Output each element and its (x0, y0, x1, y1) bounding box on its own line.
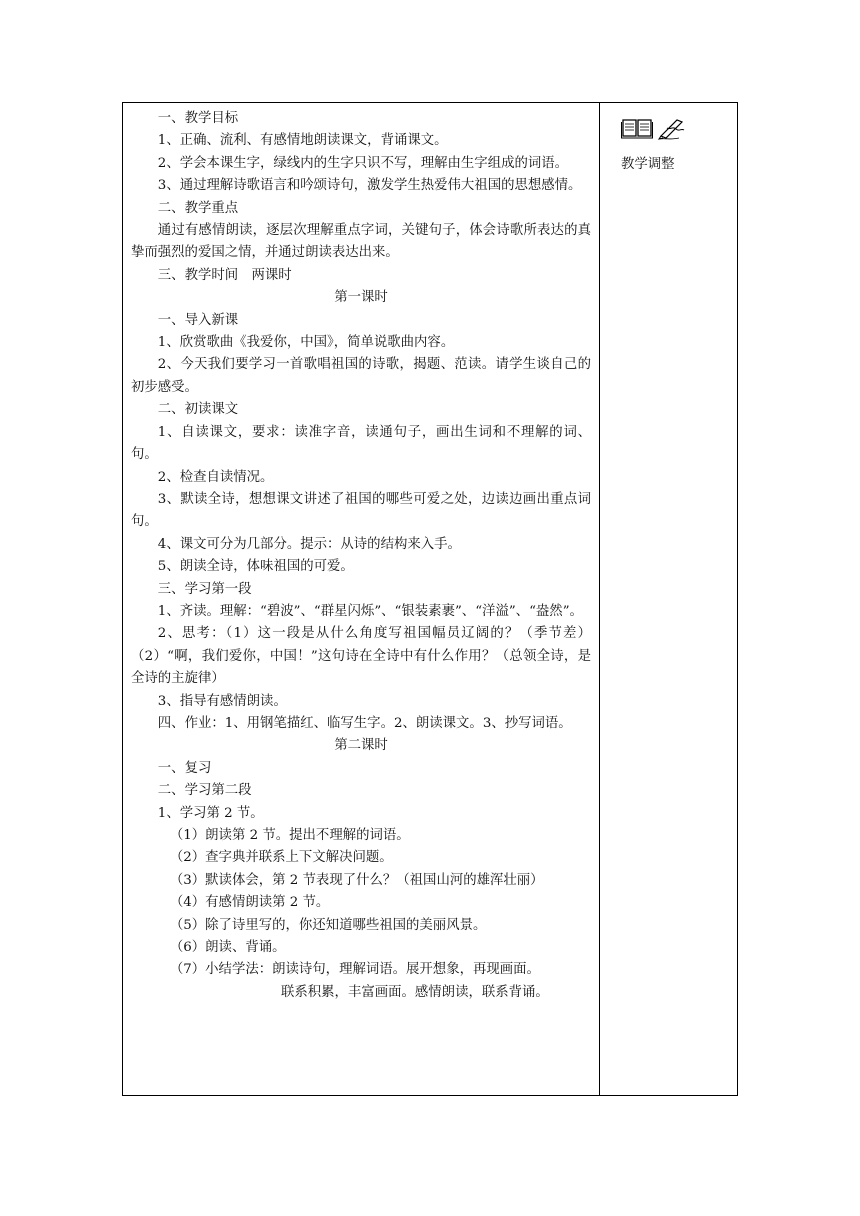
goal-item: 2、学会本课生字，绿线内的生字只识不写，理解由生字组成的词语。 (157, 155, 569, 171)
goal-item: 3、通过理解诗歌语言和吟颂诗句，激发学生热爱伟大祖国的思想感情。 (157, 178, 582, 194)
icon-group (621, 116, 687, 144)
section-heading: 一、导入新课 (157, 312, 239, 328)
focus-text: 通过有感情朗读，逐层次理解重点字词，关键句子，体会诗歌所表达的真挚而强烈的爱国之情，并通过朗读表达出来。 (131, 223, 591, 261)
lesson-content (131, 108, 591, 1004)
sub-step-item: （4）有感情朗读第 2 节。 (169, 895, 330, 911)
lesson-plan-table (122, 102, 738, 1096)
sub-step-item: （6）朗读、背诵。 (169, 940, 286, 956)
step-item: 1、自读课文，要求：读准字音，读通句子，画出生词和不理解的词、句。 (131, 424, 591, 463)
step-item: 4、课文可分为几部分。提示：从诗的结构来入手。 (157, 536, 461, 552)
teaching-adjustment-label: 教学调整 (621, 157, 675, 172)
step-item: 2、检查自读情况。 (157, 469, 274, 485)
step-item: 3、默读全诗，想想课文讲述了祖国的哪些可爱之处，边读边画出重点词句。 (131, 491, 591, 530)
sub-step-item: （2）查字典并联系上下文解决问题。 (169, 850, 393, 866)
column-divider (599, 103, 600, 1095)
open-book-icon (621, 117, 653, 143)
heading-teaching-time: 三、教学时间 两课时 (157, 267, 292, 283)
section-heading: 二、初读课文 (157, 402, 239, 418)
sub-step-item: 联系积累，丰富画面。感情朗读，联系背诵。 (281, 984, 549, 1000)
section-heading: 二、学习第二段 (157, 783, 252, 799)
step-item: 3、指导有感情朗读。 (157, 693, 287, 709)
period-title: 第二课时 (334, 738, 388, 754)
step-item: 5、朗读全诗，体味祖国的可爱。 (157, 559, 354, 575)
goal-item: 1、正确、流利、有感情地朗读课文，背诵课文。 (157, 133, 448, 149)
sub-step-item: （3）默读体会，第 2 节表现了什么？（祖国山河的雄浑壮丽） (169, 872, 544, 888)
step-item: 1、齐读。理解：“碧波”、“群星闪烁”、“银装素裹”、“洋溢”、“盎然”。 (157, 603, 583, 619)
section-heading: 三、学习第一段 (157, 581, 252, 597)
sub-step-item: （1）朗读第 2 节。提出不理解的词语。 (169, 828, 410, 843)
step-item: 1、欣赏歌曲《我爱你，中国》，简单说歌曲内容。 (157, 335, 455, 351)
step-item: 1、学习第 2 节。 (157, 805, 264, 821)
section-heading: 一、复习 (157, 760, 212, 776)
step-item: 2、今天我们要学习一首歌唱祖国的诗歌，揭题、范读。请学生谈自己的初步感受。 (131, 357, 591, 395)
sub-step-item: （5）除了诗里写的，你还知道哪些祖国的美丽风景。 (169, 917, 487, 933)
heading-teaching-goals: 一、教学目标 (157, 111, 239, 126)
step-item: 2、思考：（1）这一段是从什么角度写祖国幅员辽阔的？（季节差）（2）“啊，我们爱你，中国！”这句诗在全诗中有什么作用？（总领全诗，是全诗的主旋律） (131, 626, 591, 687)
pen-writing-icon (657, 116, 687, 144)
homework-item: 四、作业：1、用钢笔描红、临写生字。2、朗读课文。3、抄写词语。 (157, 715, 572, 731)
period-title: 第一课时 (334, 290, 388, 306)
heading-teaching-focus: 二、教学重点 (157, 200, 239, 216)
sub-step-item: （7）小结学法：朗读诗句，理解词语。展开想象，再现画面。 (169, 962, 540, 978)
